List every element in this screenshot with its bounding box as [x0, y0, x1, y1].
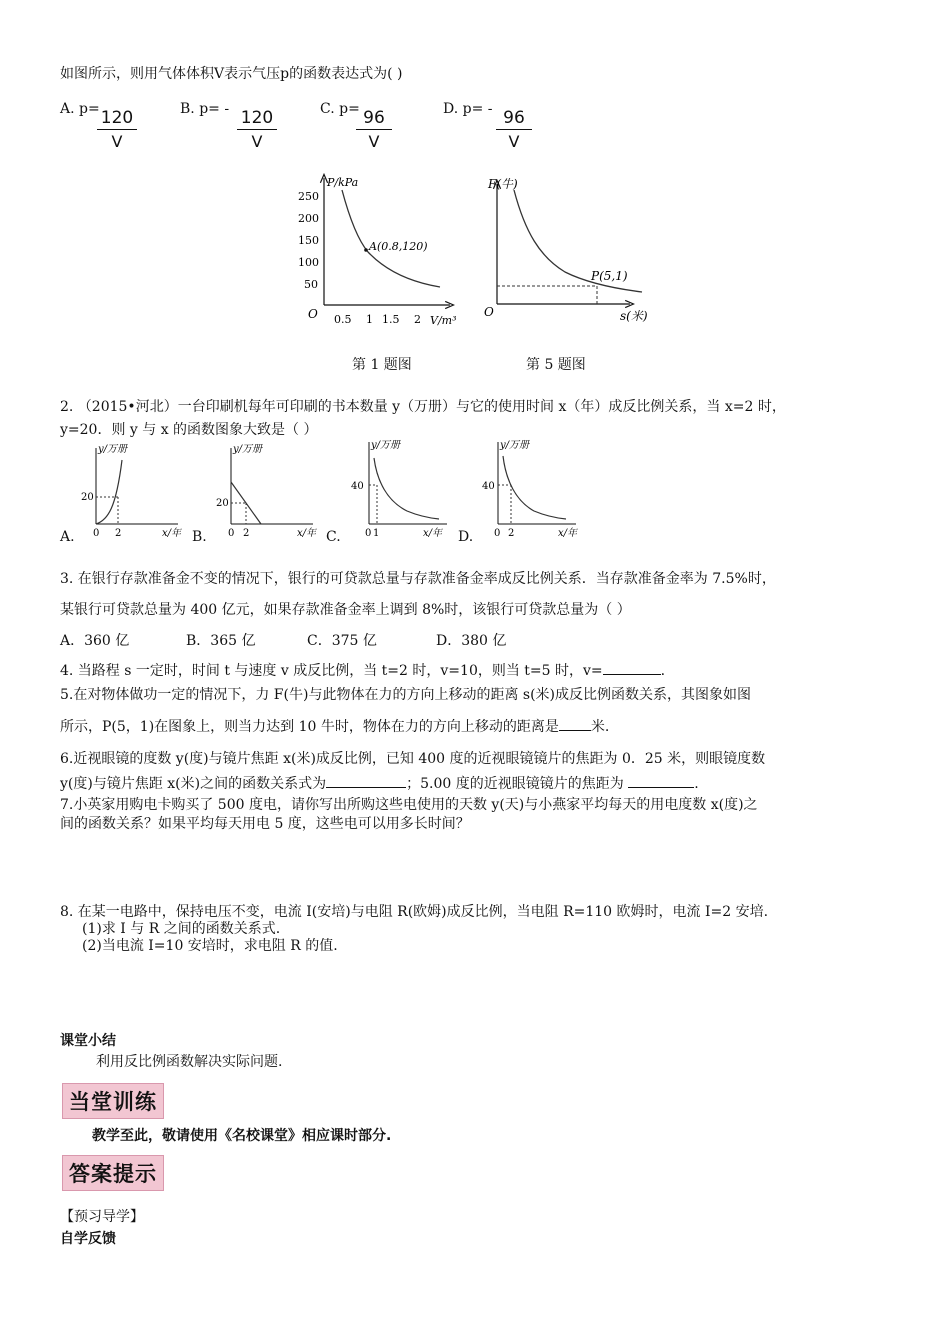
q1-option-c-fraction — [356, 108, 392, 151]
fraction-denominator: V — [368, 132, 380, 151]
q6-line2 — [60, 775, 699, 793]
point-a — [364, 248, 368, 252]
q1-option-b-label: B. p= - — [180, 101, 230, 117]
q2-option-c-letter: C. — [326, 529, 341, 545]
q4-answer-blank[interactable] — [603, 662, 661, 675]
q3-line2: 某银行可贷款总量为 400 亿元，如果存款准备金率上调到 8%时，该银行可贷款总量为（ ） — [60, 602, 631, 618]
banner-in-class-training: 当堂训练 — [62, 1083, 164, 1119]
preview-section-label: 【预习导学】 — [60, 1209, 144, 1225]
x-axis-label: x/年 — [297, 528, 317, 539]
q4-tail: . — [660, 663, 666, 679]
q2-option-b-letter: B. — [192, 529, 207, 545]
q6-stem-b: ；5.00 度的近视眼镜镜片的焦距为 — [406, 776, 624, 792]
q8-sub1: (1)求 I 与 R 之间的函数关系式. — [82, 921, 281, 937]
x-axis-label: V/m³ — [430, 314, 457, 327]
y-axis-label: y/万册 — [98, 444, 128, 455]
q1-stem: 如图所示，则用气体体积V表示气压p的函数表达式为( ) — [60, 66, 403, 82]
hyperbola-curve — [342, 190, 440, 287]
origin-label: 0 — [494, 528, 501, 539]
q1-option-d-label: D. p= - — [443, 101, 493, 117]
origin-label: 0 — [365, 528, 372, 539]
x-axis-label: s(米) — [620, 309, 648, 323]
figure-5-caption: 第 5 题图 — [526, 357, 586, 373]
y-tick-label: 50 — [304, 278, 318, 291]
figure-1-graph — [290, 170, 460, 330]
q2-option-d-letter: D. — [458, 529, 474, 545]
y-axis-label: P/kPa — [327, 176, 359, 189]
q1-option-a-fraction — [97, 108, 137, 151]
x-tick-label: 0.5 — [334, 313, 352, 326]
q1-option-b-fraction — [237, 108, 277, 151]
fraction-denominator: V — [111, 132, 123, 151]
q3-option-a: A．360 亿 — [60, 633, 130, 649]
q4-text — [60, 662, 665, 680]
origin-label: O — [484, 305, 494, 319]
y-tick-label: 20 — [81, 492, 94, 503]
y-tick-label: 250 — [298, 190, 319, 203]
curve — [374, 458, 439, 519]
q1-option-d-fraction — [496, 108, 532, 151]
origin-label: 0 — [93, 528, 100, 539]
q8-sub2: (2)当电流 I=10 安培时，求电阻 R 的值. — [82, 938, 338, 954]
y-tick-label: 20 — [216, 498, 229, 509]
q5-stem: 所示，P(5，1)在图象上，则当力达到 10 牛时，物体在力的方向上移动的距离是 — [60, 719, 559, 735]
x-tick-label: 2 — [115, 528, 122, 539]
y-tick-label: 200 — [298, 212, 319, 225]
q2-graph-b — [213, 440, 323, 540]
q2-line2: y=20．则 y 与 x 的函数图象大致是（ ） — [60, 422, 318, 438]
fraction-numerator: 120 — [97, 108, 137, 130]
fraction-numerator: 96 — [496, 108, 532, 130]
y-axis-label: y/万册 — [500, 440, 530, 451]
summary-text: 利用反比例函数解决实际问题. — [96, 1054, 283, 1070]
fraction-numerator: 96 — [356, 108, 392, 130]
q2-line1: 2. （2015•河北）一台印刷机每年可印刷的书本数量 y（万册）与它的使用时间 x（年）成反比例关系，当 x=2 时， — [60, 399, 786, 415]
q5-answer-blank[interactable] — [559, 718, 591, 731]
q8-line1: 8. 在某一电路中，保持电压不变，电流 I(安培)与电阻 R(欧姆)成反比例，当电阻 R=110 欧姆时，电流 I=2 安培. — [60, 904, 769, 920]
q1-option-a-label: A. p= — [60, 101, 100, 117]
x-tick-label: 2 — [508, 528, 515, 539]
q5-line2 — [60, 718, 609, 736]
summary-title: 课堂小结 — [60, 1033, 116, 1049]
point-a-label: A(0.8,120) — [369, 240, 428, 253]
q2-graph-c — [347, 436, 457, 540]
x-tick-label: 1 — [366, 313, 373, 326]
q2-option-a-letter: A. — [60, 529, 75, 545]
figure-5-graph — [480, 172, 655, 327]
q3-option-b: B．365 亿 — [186, 633, 256, 649]
origin-label: O — [308, 307, 318, 321]
q6-tail: . — [694, 776, 699, 792]
q7-line1: 7.小英家用购电卡购买了 500 度电，请你写出所购这些电使用的天数 y(天)与小燕家平均每天的用电度数 x(度)之 — [60, 797, 758, 813]
origin-label: 0 — [228, 528, 235, 539]
y-axis-label: F(牛) — [488, 177, 518, 191]
q5-tail: 米. — [590, 719, 610, 735]
q6-answer-blank-1[interactable] — [326, 775, 406, 788]
q1-option-c-label: C. p= — [320, 101, 360, 117]
q6-line1: 6.近视眼镜的度数 y(度)与镜片焦距 x(米)成反比例，已知 400 度的近视眼镜镜片的焦距为 0．25 米，则眼镜度数 — [60, 751, 766, 767]
y-axis-label: y/万册 — [233, 444, 263, 455]
q7-line2: 间的函数关系？如果平均每天用电 5 度，这些电可以用多长时间？ — [60, 816, 470, 832]
x-axis-label: x/年 — [423, 528, 443, 539]
x-tick-label: 2 — [243, 528, 250, 539]
x-axis-label: x/年 — [558, 528, 578, 539]
y-tick-label: 150 — [298, 234, 319, 247]
fraction-denominator: V — [508, 132, 520, 151]
q2-graph-d — [476, 436, 586, 540]
q6-stem-a: y(度)与镜片焦距 x(米)之间的函数关系式为 — [60, 776, 327, 792]
q5-line1: 5.在对物体做功一定的情况下，力 F(牛)与此物体在力的方向上移动的距离 s(米)成反比例函数关系，其图象如图 — [60, 687, 752, 703]
training-text: 教学至此，敬请使用《名校课堂》相应课时部分. — [92, 1128, 392, 1144]
banner-answer-hints: 答案提示 — [62, 1155, 164, 1191]
x-axis-label: x/年 — [162, 528, 182, 539]
q3-option-d: D．380 亿 — [436, 633, 507, 649]
fraction-numerator: 120 — [237, 108, 277, 130]
x-tick-label: 1.5 — [382, 313, 400, 326]
curve — [503, 456, 566, 519]
y-axis-label: y/万册 — [371, 440, 401, 451]
self-feedback-title: 自学反馈 — [60, 1231, 116, 1247]
fraction-denominator: V — [251, 132, 263, 151]
y-tick-label: 40 — [482, 481, 495, 492]
figure-1-caption: 第 1 题图 — [352, 357, 412, 373]
q4-stem: 4. 当路程 s 一定时，时间 t 与速度 v 成反比例，当 t=2 时，v=10，则当 t=5 时，v= — [60, 663, 603, 679]
q3-option-c: C．375 亿 — [307, 633, 377, 649]
q6-answer-blank-2[interactable] — [628, 775, 694, 788]
q2-graph-a — [78, 440, 188, 540]
q3-line1: 3. 在银行存款准备金不变的情况下，银行的可贷款总量与存款准备金率成反比例关系．当存款准备金率为 7.5%时， — [60, 571, 776, 587]
x-tick-label: 2 — [414, 313, 421, 326]
y-tick-label: 40 — [351, 481, 364, 492]
point-p-label: P(5,1) — [591, 269, 628, 283]
x-tick-label: 1 — [373, 528, 380, 539]
y-tick-label: 100 — [298, 256, 319, 269]
